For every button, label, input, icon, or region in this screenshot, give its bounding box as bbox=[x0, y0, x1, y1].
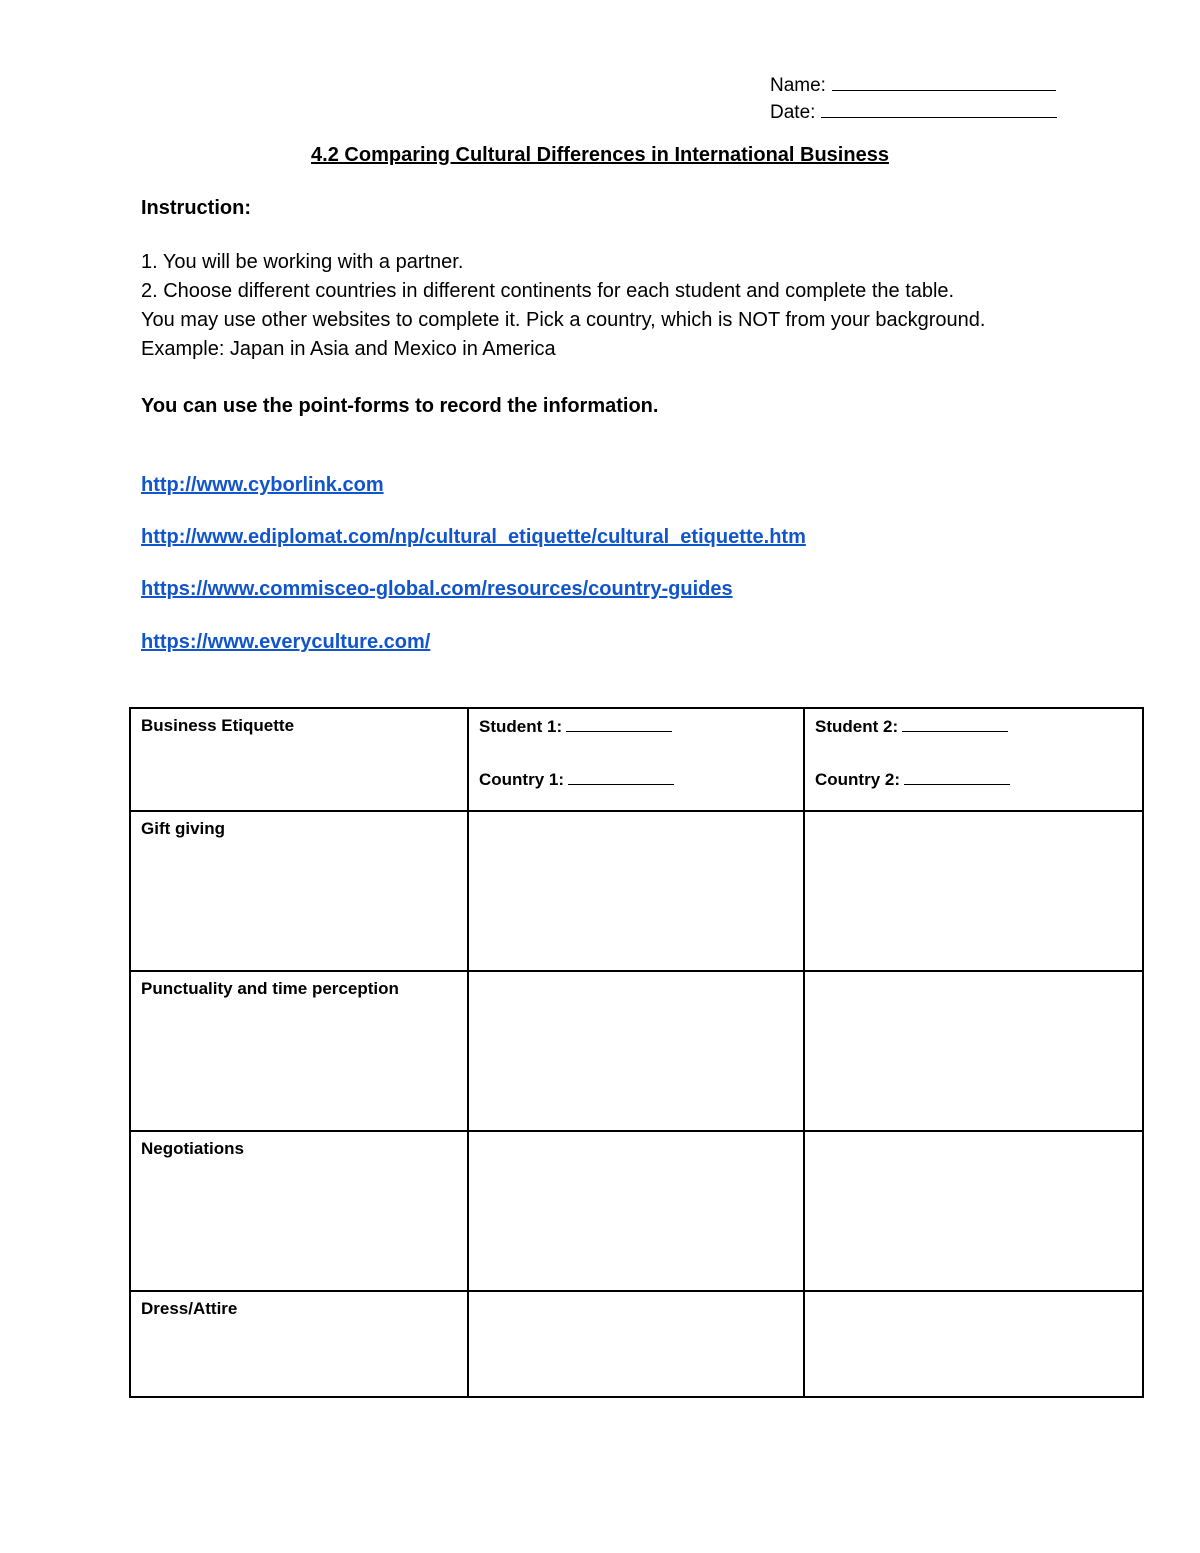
instruction-line-3: You may use other websites to complete it. Pick a country, which is NOT from your background. bbox=[141, 309, 986, 331]
link-commisceo[interactable]: https://www.commisceo-global.com/resources/country-guides bbox=[141, 578, 733, 600]
link-cyborlink[interactable]: http://www.cyborlink.com bbox=[141, 474, 384, 496]
etiquette-table bbox=[129, 707, 1144, 1398]
answer-cell[interactable] bbox=[468, 971, 804, 1131]
header-cell-student-1 bbox=[468, 708, 804, 811]
date-label: Date: bbox=[770, 102, 816, 123]
row-label-punctuality: Punctuality and time perception bbox=[141, 979, 399, 998]
instruction-line-2: 2. Choose different countries in different continents for each student and complete the table. bbox=[141, 280, 955, 302]
date-blank[interactable] bbox=[821, 99, 1057, 118]
country-1-row bbox=[479, 768, 793, 791]
student-2-blank[interactable] bbox=[902, 715, 1008, 732]
row-label-cell bbox=[130, 1131, 468, 1291]
country-2-row bbox=[815, 768, 1132, 791]
student-1-row bbox=[479, 715, 793, 738]
student-1-blank[interactable] bbox=[566, 715, 672, 732]
row-label-gift-giving: Gift giving bbox=[141, 819, 226, 838]
instruction-heading: Instruction: bbox=[141, 197, 251, 219]
row-label-dress-attire: Dress/Attire bbox=[141, 1299, 238, 1318]
instruction-note: You can use the point-forms to record the information. bbox=[141, 395, 659, 417]
date-row bbox=[770, 99, 1057, 126]
name-blank[interactable] bbox=[832, 72, 1056, 91]
answer-cell[interactable] bbox=[804, 971, 1143, 1131]
link-everyculture[interactable]: https://www.everyculture.com/ bbox=[141, 631, 431, 653]
answer-cell[interactable] bbox=[804, 1131, 1143, 1291]
name-label: Name: bbox=[770, 75, 826, 96]
instruction-line-1: 1. You will be working with a partner. bbox=[141, 251, 464, 273]
country-2-label: Country 2: bbox=[815, 770, 900, 789]
row-label-cell bbox=[130, 1291, 468, 1397]
country-2-blank[interactable] bbox=[904, 768, 1010, 785]
country-1-blank[interactable] bbox=[568, 768, 674, 785]
header-cell-etiquette bbox=[130, 708, 468, 811]
student-2-label: Student 2: bbox=[815, 717, 899, 736]
page-title: 4.2 Comparing Cultural Differences in International Business bbox=[311, 144, 889, 166]
row-label-negotiations: Negotiations bbox=[141, 1139, 244, 1158]
row-label-cell bbox=[130, 811, 468, 971]
header-cell-student-2 bbox=[804, 708, 1143, 811]
student-1-label: Student 1: bbox=[479, 717, 563, 736]
table-row bbox=[130, 1291, 1143, 1397]
student-2-row bbox=[815, 715, 1132, 738]
table-row bbox=[130, 1131, 1143, 1291]
header-fields bbox=[770, 72, 1057, 126]
instruction-line-4: Example: Japan in Asia and Mexico in America bbox=[141, 338, 556, 360]
answer-cell[interactable] bbox=[804, 1291, 1143, 1397]
answer-cell[interactable] bbox=[468, 1291, 804, 1397]
table-header-row bbox=[130, 708, 1143, 811]
table-row bbox=[130, 811, 1143, 971]
link-ediplomat[interactable]: http://www.ediplomat.com/np/cultural_etiquette/cultural_etiquette.htm bbox=[141, 526, 806, 548]
answer-cell[interactable] bbox=[468, 1131, 804, 1291]
table-row bbox=[130, 971, 1143, 1131]
header-etiquette-label: Business Etiquette bbox=[141, 716, 295, 735]
name-row bbox=[770, 72, 1057, 99]
answer-cell[interactable] bbox=[468, 811, 804, 971]
row-label-cell bbox=[130, 971, 468, 1131]
answer-cell[interactable] bbox=[804, 811, 1143, 971]
country-1-label: Country 1: bbox=[479, 770, 564, 789]
